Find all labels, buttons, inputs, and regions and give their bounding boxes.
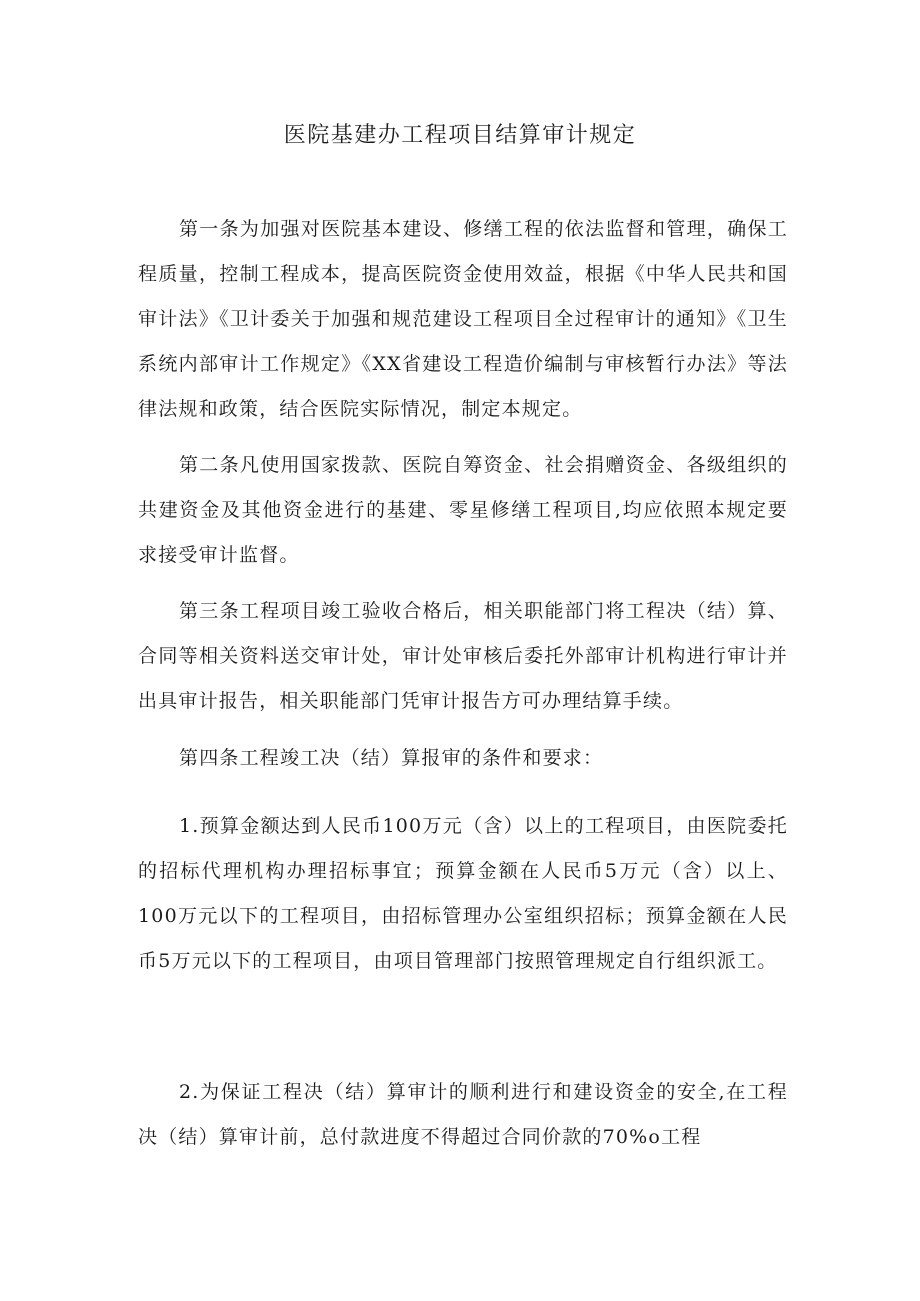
article-2-paragraph: 第二条凡使用国家拨款、医院自筹资金、社会捐赠资金、各级组织的共建资金及其他资金进行的基建、零星修缮工程项目,均应依照本规定要求接受审计监督。 [138,454,788,566]
document-title: 医院基建办工程项目结算审计规定 [283,123,637,148]
article-4-item-2: 2.为保证工程决（结）算审计的顺利进行和建设资金的安全,在工程决（结）算审计前，总付款进度不得超过合同价款的70%o工程 [138,1081,788,1148]
article-3-paragraph: 第三条工程项目竣工验收合格后，相关职能部门将工程决（结）算、合同等相关资料送交审计处，审计处审核后委托外部审计机构进行审计并出具审计报告，相关职能部门凭审计报告方可办理结算手续。 [138,600,788,712]
article-4-item-1: 1.预算金额达到人民币100万元（含）以上的工程项目，由医院委托的招标代理机构办理招标事宜；预算金额在人民币5万元（含）以上、100万元以下的工程项目，由招标管理办公室组织招标；预算金额在人民币5万元以下的工程项目，由项目管理部门按照管理规定自行组织派工。 [138,815,788,972]
article-4-heading: 第四条工程竣工决（结）算报审的条件和要求： [179,747,604,769]
article-1-paragraph: 第一条为加强对医院基本建设、修缮工程的依法监督和管理，确保工程质量，控制工程成本，提高医院资金使用效益，根据《中华人民共和国审计法》《卫计委关于加强和规范建设工程项目全过程审计的通知》《卫生系统内部审计工作规定》《XX省建设工程造价编制与审核暂行办法》等法律法规和政策，结合医院实际情况，制定本规定。 [138,218,788,420]
